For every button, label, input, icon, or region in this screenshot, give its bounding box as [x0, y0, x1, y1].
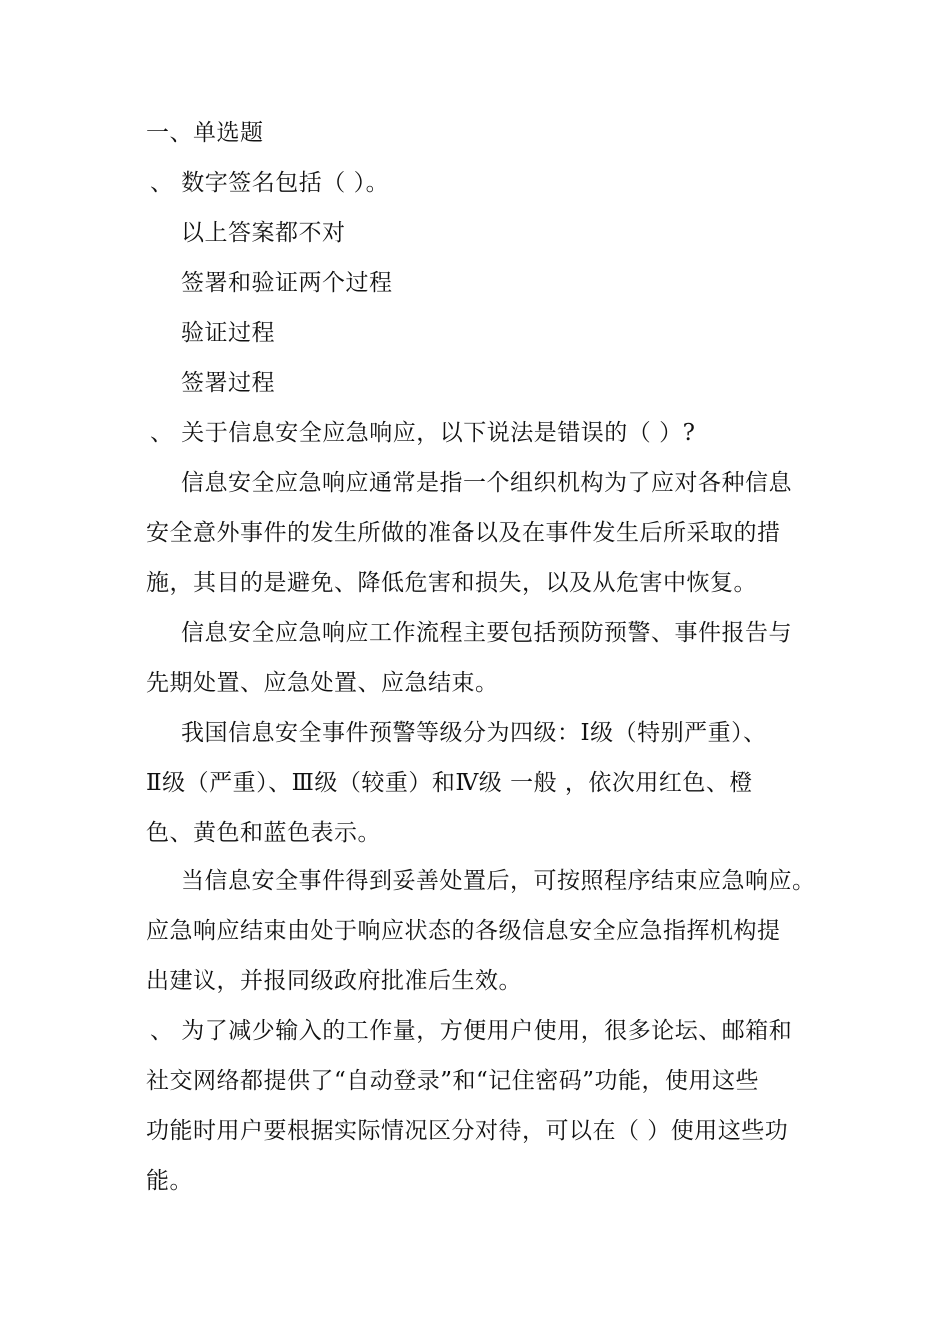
question-3-stem-line-4: 能。: [146, 1168, 193, 1194]
question-2-option-4-line-1: 当信息安全事件得到妥善处置后，可按照程序结束应急响应。: [181, 868, 816, 894]
question-1-option-2: 签署和验证两个过程: [181, 270, 393, 296]
question-2-option-1-line-3: 施，其目的是避免、降低危害和损失，以及从危害中恢复。: [146, 570, 757, 596]
question-2-option-3-line-3: 色、黄色和蓝色表示。: [146, 820, 381, 846]
question-2-option-2-line-1: 信息安全应急响应工作流程主要包括预防预警、事件报告与: [181, 620, 792, 646]
section-title: 一、单选题: [146, 120, 264, 146]
question-2-option-4-line-3: 出建议，并报同级政府批准后生效。: [146, 968, 522, 994]
question-2-option-1-line-2: 安全意外事件的发生所做的准备以及在事件发生后所采取的措: [146, 520, 781, 546]
question-1-stem-line-1: 、 数字签名包括（ ）。: [150, 170, 390, 196]
question-2-option-3-line-1: 我国信息安全事件预警等级分为四级：Ⅰ级（特别严重）、: [181, 720, 767, 746]
question-2-option-2-line-2: 先期处置、应急处置、应急结束。: [146, 670, 499, 696]
question-1-option-1: 以上答案都不对: [181, 220, 346, 246]
question-2-option-1-line-1: 信息安全应急响应通常是指一个组织机构为了应对各种信息: [181, 470, 792, 496]
question-3-stem-line-1: 、 为了减少输入的工作量，方便用户使用，很多论坛、邮箱和: [150, 1018, 793, 1044]
question-2-stem-line-1: 、 关于信息安全应急响应，以下说法是错误的（ ）?: [150, 420, 696, 446]
question-2-option-4-line-2: 应急响应结束由处于响应状态的各级信息安全应急指挥机构提: [146, 918, 781, 944]
question-3-stem-line-3: 功能时用户要根据实际情况区分对待，可以在（ ）使用这些功: [146, 1118, 789, 1144]
question-3-stem-line-2: 社交网络都提供了“自动登录”和“记住密码”功能，使用这些: [146, 1068, 760, 1094]
question-1-option-3: 验证过程: [181, 320, 275, 346]
question-2-option-3-line-2: Ⅱ级（严重）、Ⅲ级（较重）和Ⅳ级 一般 ，依次用红色、橙: [146, 770, 753, 796]
question-1-option-4: 签署过程: [181, 370, 275, 396]
